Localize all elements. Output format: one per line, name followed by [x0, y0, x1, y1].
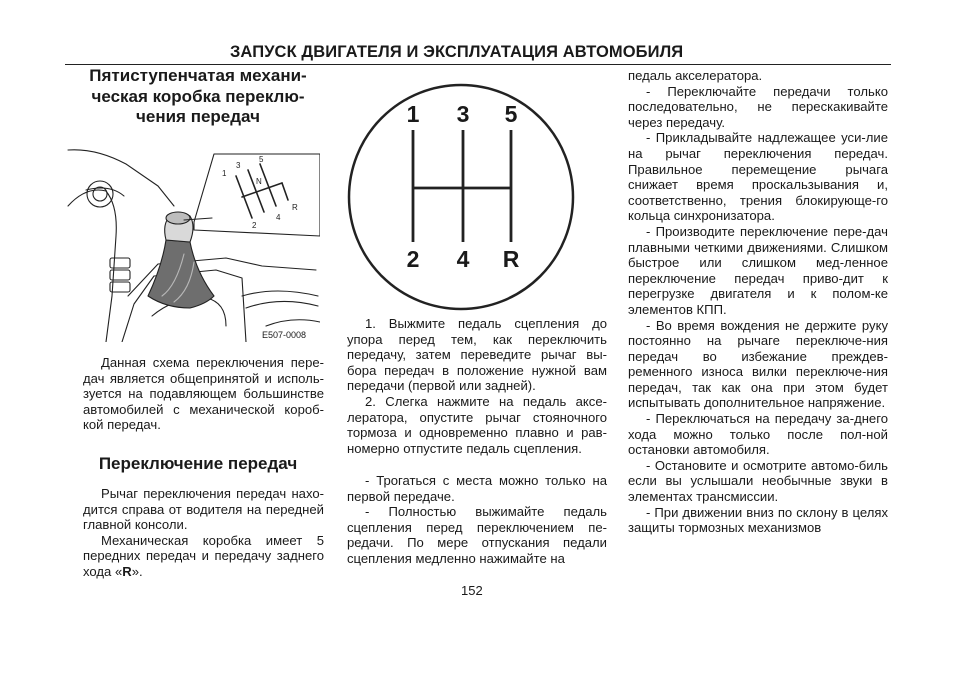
shift-pattern-diagram	[346, 82, 576, 312]
steps-text	[347, 316, 607, 456]
page-header: ЗАПУСК ДВИГАТЕЛЯ И ЭКСПЛУАТАЦИЯ АВТОМОБИЛЯ	[230, 43, 684, 61]
section-title-gearbox: Пятиступенчатая механи- ческая коробка переклю- чения передач	[89, 66, 307, 126]
page-number: 152	[461, 583, 483, 598]
paragraph: 2. Слегка нажмите на педаль аксе-лератора, опустите рычаг стояночного тормоза и одновременно плавно и рав-номерно отпустите педаль сцепления.	[347, 393, 607, 456]
pattern-label-3: 3	[236, 161, 241, 170]
header-divider	[65, 64, 891, 65]
paragraph: - Остановите и осмотрите автомо-биль если вы услышали необычные звуки в элементах трансмиссии.	[628, 457, 888, 505]
paragraph: - Во время вождения не держите руку постоянно на рычаге переключе-ния передач во избежание преждев-ременного износа вилки переключе-ния передач, так как она при этом будет испытывать дополнительное напряжение.	[628, 317, 888, 411]
pattern-label-1: 1	[222, 169, 227, 178]
tips-text	[347, 473, 607, 567]
gear-label-1: 1	[406, 101, 420, 127]
gear-label-r: R	[502, 246, 520, 272]
gear-label-3: 3	[456, 101, 470, 127]
gear-label-5: 5	[504, 101, 518, 127]
paragraph	[83, 533, 324, 580]
text-run: ».	[131, 563, 143, 579]
paragraph: - Полностью выжимайте педаль сцепления перед переключением пе-редачи. По мере отпускания педали сцепления медленно нажимайте на	[347, 504, 607, 566]
gear-lever-illustration	[66, 146, 320, 342]
section-title-shifting: Переключение передач	[98, 454, 298, 473]
pattern-label-n: N	[256, 177, 262, 186]
paragraph: - Прикладывайте надлежащее уси-лие на рычаг переключения передач. Правильное перемещение рычага снижает время проскальзывания и, соответственно, трения блокирующе-го кольца синхронизатора.	[628, 130, 888, 224]
paragraph: - Трогаться с места можно только на первой передаче.	[347, 473, 607, 504]
paragraph: 1. Выжмите педаль сцепления до упора перед тем, как переключить передачу, затем переведите рычаг вы-бора передач в положение нужной вам передачи (первой или задней).	[347, 316, 607, 394]
reverse-letter: R	[122, 563, 132, 579]
gear-label-4: 4	[456, 246, 470, 272]
paragraph: Рычаг переключения передач нахо-дится справа от водителя на передней главной консоли.	[83, 486, 324, 533]
pattern-label-5: 5	[259, 155, 264, 164]
intro-text	[83, 355, 324, 433]
figure-id: E507-0008	[262, 330, 307, 340]
pattern-label-4: 4	[276, 213, 281, 222]
pattern-label-r: R	[292, 203, 298, 212]
gear-label-2: 2	[406, 246, 420, 272]
shifting-text	[83, 486, 324, 580]
paragraph: - Переключаться на передачу за-днего хода можно только после пол-ной остановки автомобиля.	[628, 411, 888, 458]
recommendations-text	[628, 68, 888, 536]
paragraph: - Производите переключение пере-дач плавными четкими движениями. Слишком быстрое или слишком мед-ленное переключение передач приво-дит к перегрузке двигателя и к полом-ке элементов КПП.	[628, 223, 888, 317]
paragraph: Данная схема переключения пере-дач является общепринятой и исполь-зуется на подавляющем большинстве автомобилей с механической короб-кой передач.	[83, 355, 324, 433]
text-run: Механическая коробка имеет 5 передних передач и передачу заднего хода «	[83, 532, 324, 579]
paragraph: - Переключайте передачи только последовательно, не перескакивайте через передачу.	[628, 83, 888, 130]
paragraph: - При движении вниз по склону в целях защиты тормозных механизмов	[628, 504, 888, 536]
pattern-label-2: 2	[252, 221, 257, 230]
paragraph: педаль акселератора.	[628, 68, 763, 83]
